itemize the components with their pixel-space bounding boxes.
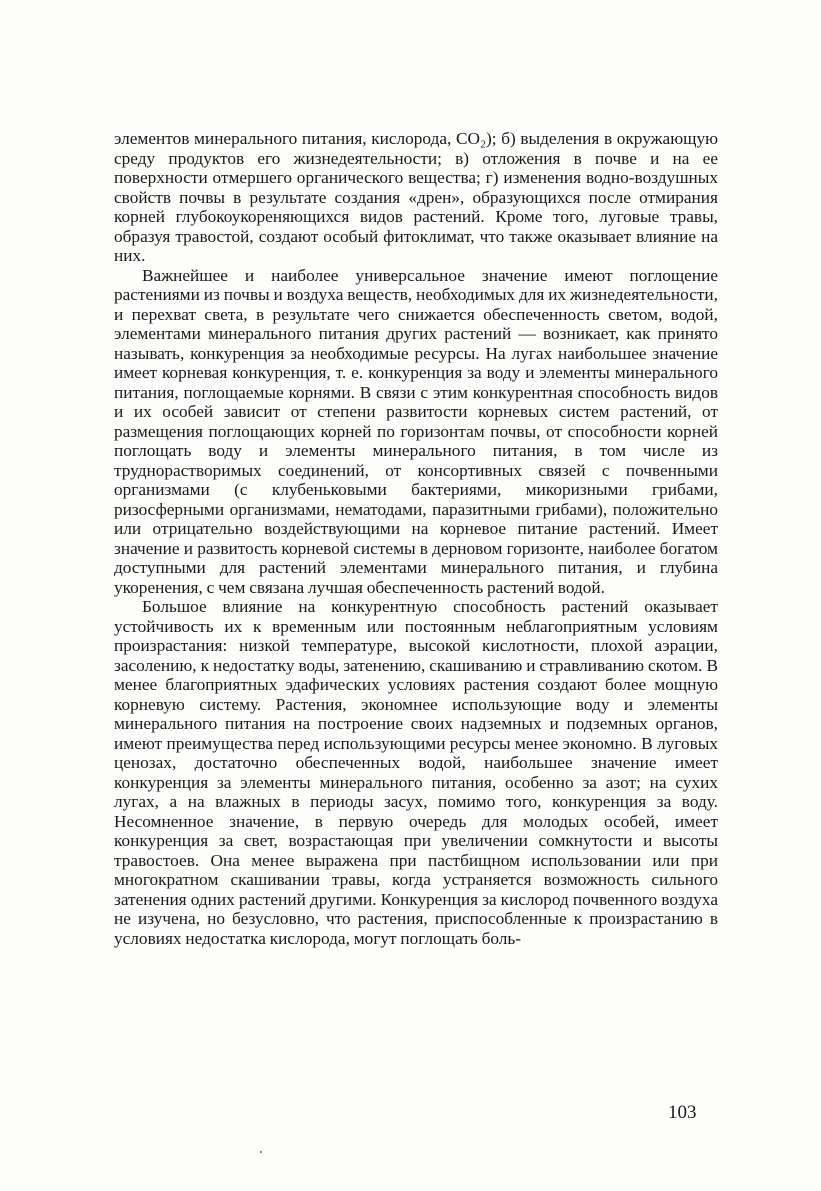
- paragraph-root-competition: Важнейшее и наиболее универсальное значение имеют поглощение растениями из почвы и воздуха веществ, необходимых для их жизнедеятельности, и перехват света, в результате чего снижается обеспеченность светом, водой, элементами минерального питания других растений — возникает, как принято называть, конкуренция за необходимые ресурсы. На лугах наибольшее значение имеет корневая конкуренция, т. е. конкуренция за воду и элементы минерального питания, поглощаемые корнями. В связи с этим конкурентная способность видов и их особей зависит от степени развитости корневых систем растений, от размещения поглощающих корней по горизонтам почвы, от способности корней поглощать воду и элементы минерального питания, в том числе из труднорастворимых соединений, от консортивных связей с почвенными организмами (с клубеньковыми бактериями, микоризными грибами, ризосферными организмами, нематодами, паразитными грибами), положительно или отрицательно воздействующими на корневое питание растений. Имеет значение и развитость корневой системы в дерновом горизонте, наиболее богатом доступными для растений элементами минерального питания, и глубина укоренения, с чем связана лучшая обеспеченность растений водой.: [114, 265, 718, 597]
- print-speck: [260, 1151, 262, 1153]
- body-text: [114, 129, 718, 948]
- paragraph-continuation: элементов минерального питания, кислорода, CO₂); б) выделения в окружающую среду продуктов его жизнедеятельности; в) отложения в почве и на ее поверхности отмершего органического вещества; г) изменения водно-воздушных свойств почвы в результате создания «дрен», образующихся после отмирания корней глубокоукореняющихся видов растений. Кроме того, луговые травы, образуя травостой, создают особый фитоклимат, что также оказывает влияние на них.: [114, 129, 718, 265]
- page-number: 103: [668, 1102, 697, 1123]
- paragraph-competitive-ability: Большое влияние на конкурентную способность растений оказывает устойчивость их к временным или постоянным неблагоприятным условиям произрастания: низкой температуре, высокой кислотности, плохой аэрации, засолению, к недостатку воды, затенению, скашиванию и стравливанию скотом. В менее благоприятных эдафических условиях растения создают более мощную корневую систему. Растения, экономнее использующие воду и элементы минерального питания на построение своих надземных и подземных органов, имеют преимущества перед использующими ресурсы менее экономно. В луговых ценозах, достаточно обеспеченных водой, наибольшее значение имеет конкуренция за элементы минерального питания, особенно за азот; на сухих лугах, а на влажных в периоды засух, помимо того, конкуренция за воду. Несомненное значение, в первую очередь для молодых особей, имеет конкуренция за свет, возрастающая при увеличении сомкнутости и высоты травостоев. Она менее выражена при пастбищном использовании или при многократном скашивании травы, когда устраняется возможность сильного затенения одних растений другими. Конкуренция за кислород почвенного воздуха не изучена, но безусловно, что растения, приспособленные к произрастанию в условиях недостатка кислорода, могут поглощать боль-: [114, 597, 718, 948]
